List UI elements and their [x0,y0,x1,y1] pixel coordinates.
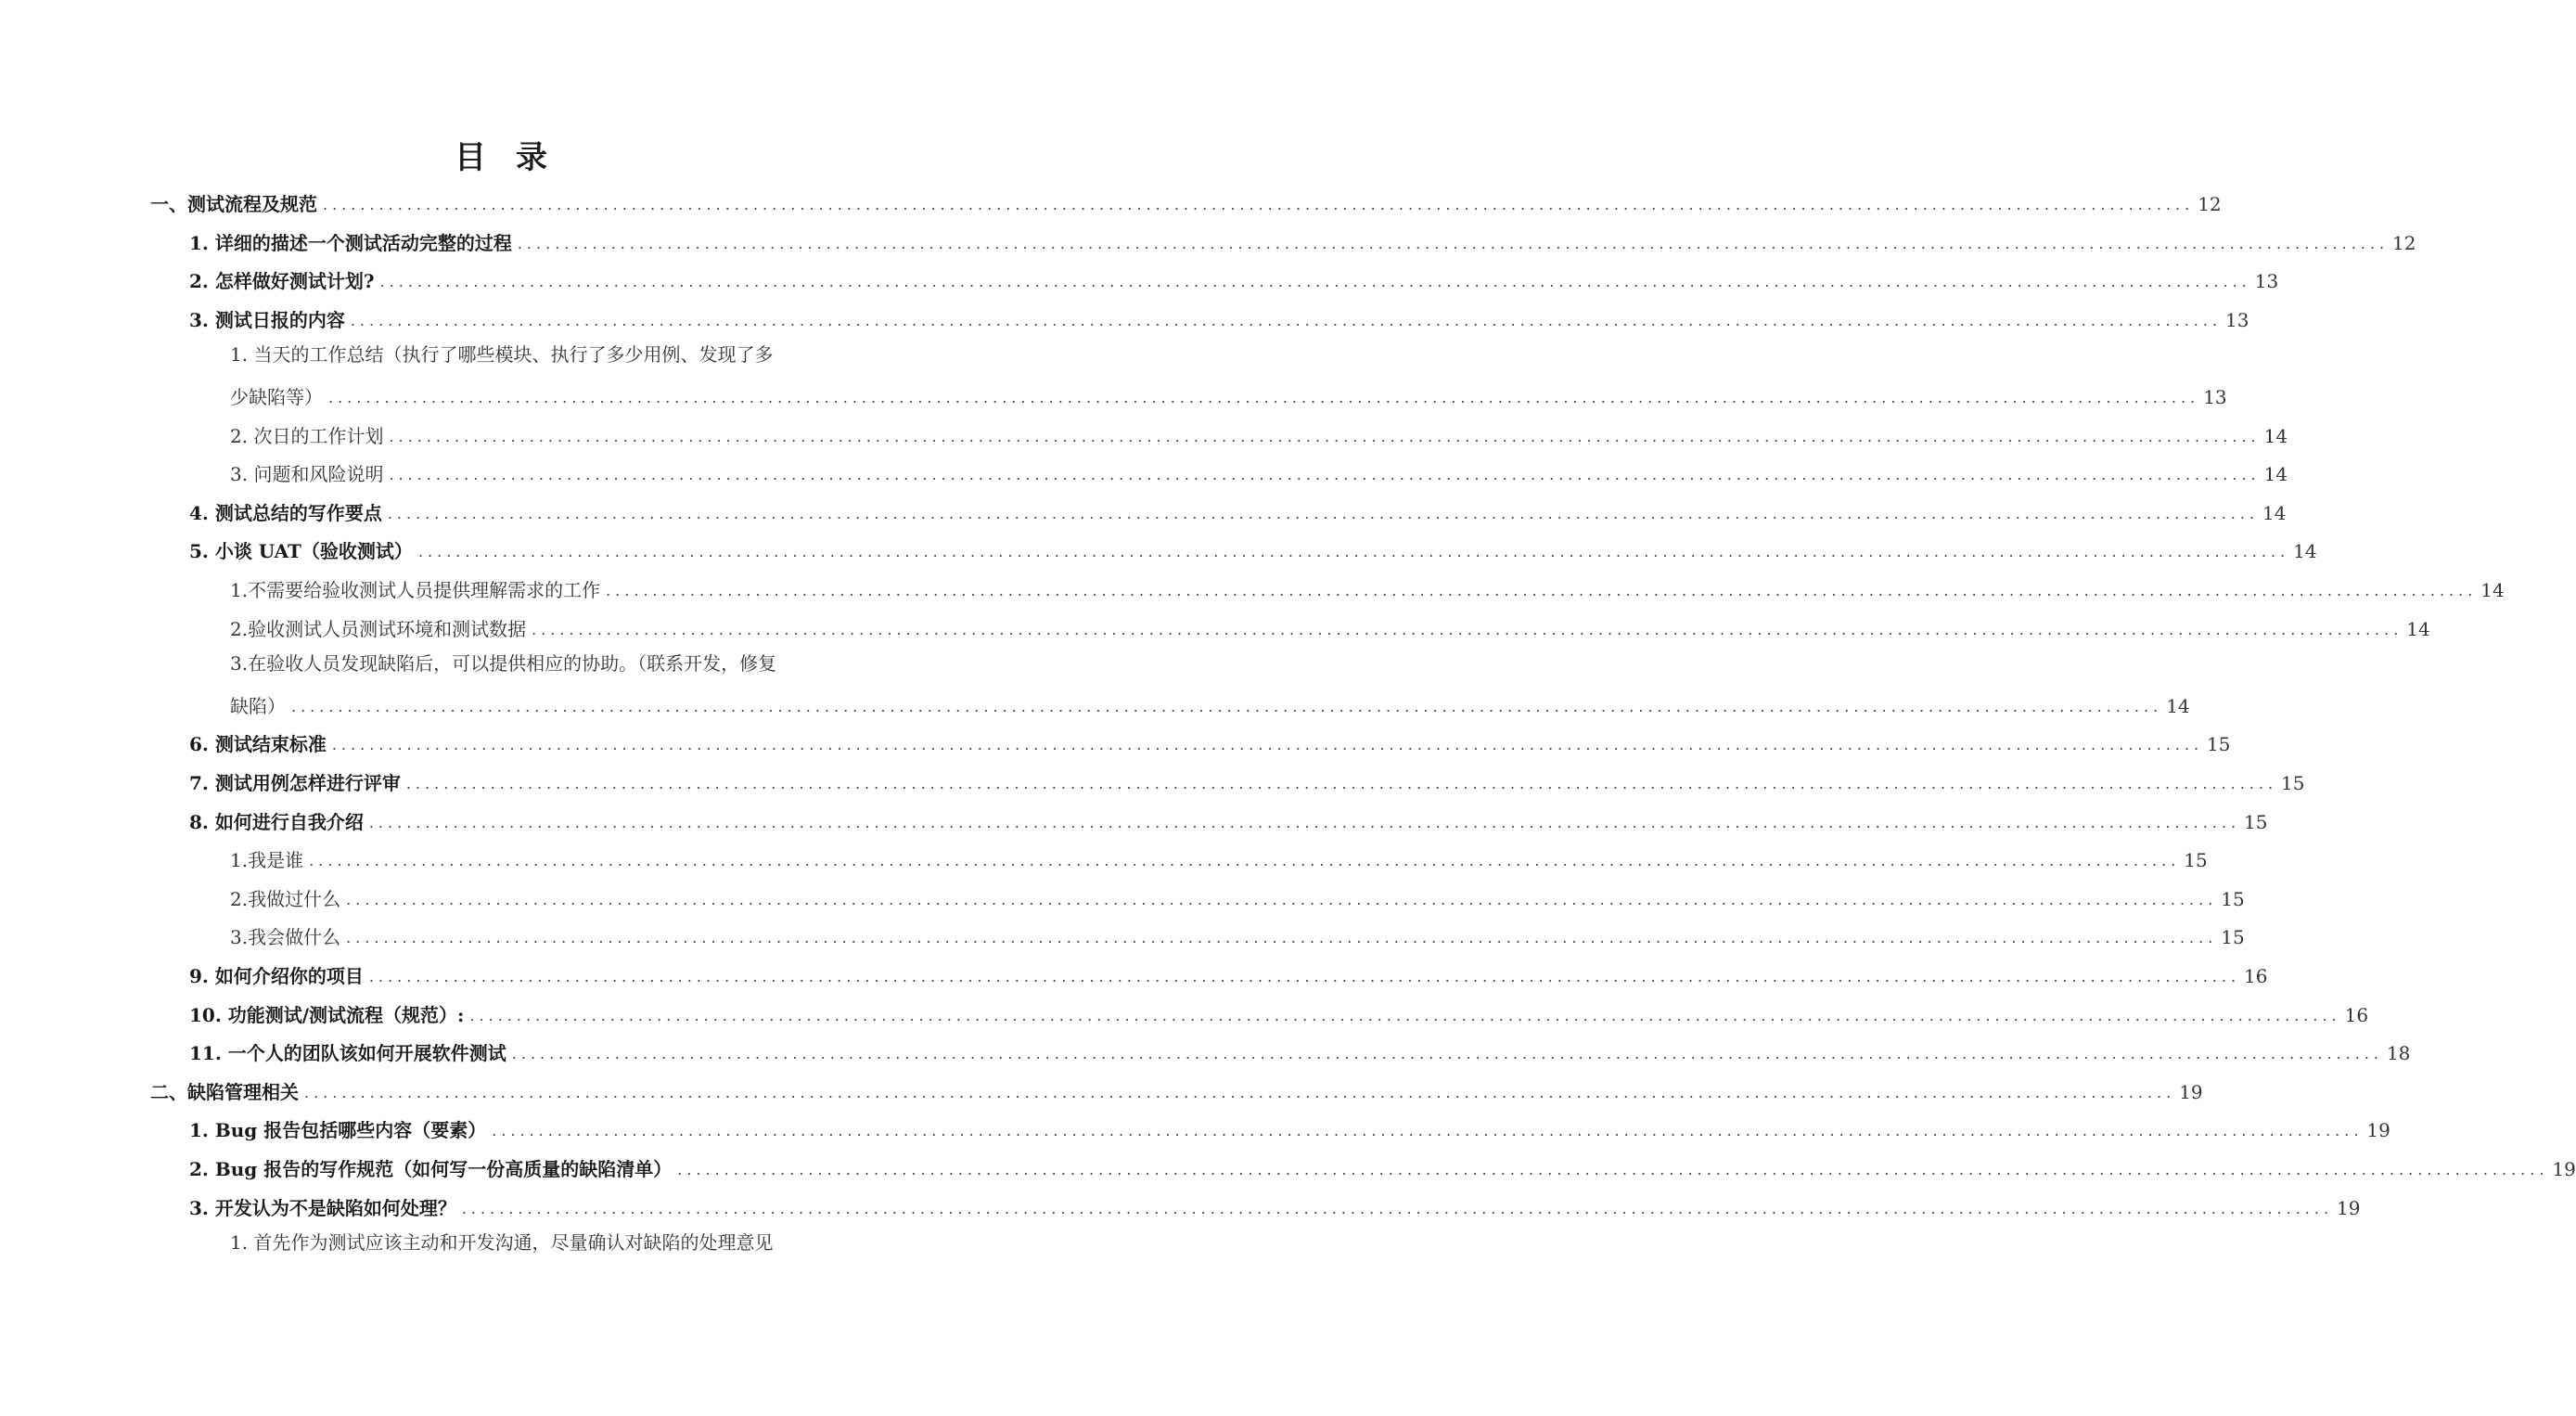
toc-entry-text: 7. 测试用例怎样进行评审 [189,772,401,794]
dot-leader: ........................................................................................................................................................................................................ [346,891,2218,908]
dot-leader: ........................................................................................................................................................................................................ [492,1122,2364,1139]
toc-entry-text: 一、测试流程及规范 [150,193,317,215]
toc-entry-text: 3.我会做什么 [230,926,341,948]
toc-page-number: 18 [2386,1042,2411,1064]
toc-entry-text: 2. 次日的工作计划 [230,425,384,447]
toc-entry-text: 2. 怎样做好测试计划? [189,270,375,292]
dot-leader: ........................................................................................................................................................................................................ [517,235,2390,252]
dot-leader: ........................................................................................................................................................................................................ [291,698,2163,715]
dot-leader: ........................................................................................................................................................................................................ [328,389,2200,406]
dot-leader: ........................................................................................................................................................................................................ [606,582,2478,599]
toc-page-number: 13 [2203,386,2227,408]
toc-entry[interactable] [230,575,2505,601]
toc-entry-text: 1.不需要给验收测试人员提供理解需求的工作 [230,579,601,601]
toc-entry-text: 1. Bug 报告包括哪些内容（要素） [189,1119,487,1141]
dot-leader: ........................................................................................................................................................................................................ [309,852,2181,869]
toc-page-number: 12 [2198,193,2222,215]
dot-leader: ........................................................................................................................................................................................................ [405,775,2278,792]
toc-page-number: 14 [2293,540,2317,562]
toc-entry[interactable] [189,768,2305,794]
toc-entry[interactable] [189,536,2317,562]
dot-leader: ........................................................................................................................................................................................................ [331,736,2204,753]
dot-leader: ........................................................................................................................................................................................................ [677,1161,2549,1178]
toc-entry-text: 2.验收测试人员测试环境和测试数据 [230,618,527,640]
toc-page-number: 19 [2337,1197,2361,1219]
dot-leader: ........................................................................................................................................................................................................ [368,968,2241,985]
toc-entry-text: 3. 测试日报的内容 [189,309,345,331]
toc-entry[interactable] [189,266,2279,292]
toc-entry[interactable] [189,498,2287,524]
toc-entry[interactable] [189,1000,2369,1026]
toc-page-number: 14 [2262,502,2287,524]
page-title: 目录 [455,139,577,176]
toc-entry[interactable] [230,421,2288,447]
toc-entry[interactable] [189,305,2249,331]
dot-leader: ........................................................................................................................................................................................................ [323,196,2195,213]
toc-page-number: 15 [2221,926,2245,948]
toc-entry-text: 6. 测试结束标准 [189,733,327,755]
toc-page-number: 15 [2207,733,2231,755]
toc-page-number: 15 [2184,849,2208,871]
toc-entry[interactable] [230,691,2190,717]
toc-entry-text: 2.我做过什么 [230,888,341,910]
toc-entry[interactable] [189,1154,2576,1180]
toc-page-number: 15 [2281,772,2305,794]
toc-entry[interactable] [230,459,2288,485]
dot-leader: ........................................................................................................................................................................................................ [346,929,2218,946]
toc-page-number: 15 [2221,888,2245,910]
toc-page-number: 19 [2366,1119,2390,1141]
toc-entry-text: 1.我是谁 [230,849,304,871]
toc-entry-text: 3. 开发认为不是缺陷如何处理？ [189,1197,456,1219]
dot-leader: ........................................................................................................................................................................................................ [389,466,2261,483]
toc-entry-text: 3.在验收人员发现缺陷后，可以提供相应的协助。（联系开发，修复 [230,652,777,675]
toc-page-number: 19 [2179,1081,2203,1103]
dot-leader: ........................................................................................................................................................................................................ [350,312,2223,329]
toc-page-number: 14 [2166,695,2190,717]
dot-leader: ........................................................................................................................................................................................................ [511,1045,2383,1062]
toc-entry-text: 1. 首先作为测试应该主动和开发沟通，尽量确认对缺陷的处理意见 [230,1231,774,1254]
toc-entry-text: 3. 问题和风险说明 [230,463,384,485]
dot-leader: ........................................................................................................................................................................................................ [368,814,2241,831]
dot-leader: ........................................................................................................................................................................................................ [461,1200,2334,1217]
dot-leader: ........................................................................................................................................................................................................ [469,1007,2341,1024]
toc-page-number: 16 [2344,1004,2369,1026]
toc-entry[interactable] [230,845,2208,871]
toc-entry-text: 8. 如何进行自我介绍 [189,811,364,833]
toc-page-number: 14 [2406,618,2430,640]
toc-entry-text: 10. 功能测试/测试流程（规范）: [189,1004,465,1026]
toc-page-number: 14 [2263,463,2288,485]
toc-entry-text: 缺陷） [230,695,286,717]
toc-entry-text: 1. 详细的描述一个测试活动完整的过程 [189,232,512,254]
toc-page-number: 19 [2552,1158,2576,1180]
toc-entry[interactable] [230,382,2227,408]
toc-entry[interactable] [189,807,2268,833]
toc-entry[interactable] [230,922,2245,948]
toc-entry-text: 2. Bug 报告的写作规范（如何写一份高质量的缺陷清单） [189,1158,673,1180]
dot-leader: ........................................................................................................................................................................................................ [532,621,2403,638]
toc-page-number: 15 [2244,811,2268,833]
toc-entry-text: 二、缺陷管理相关 [150,1081,299,1103]
toc-entry-text: 少缺陷等） [230,386,323,408]
toc-entry[interactable] [189,961,2268,987]
toc-entry-text: 9. 如何介绍你的项目 [189,965,364,987]
toc-entry-text: 11. 一个人的团队该如何开展软件测试 [189,1042,506,1064]
dot-leader: ........................................................................................................................................................................................................ [389,428,2261,445]
toc-page-number: 13 [2254,270,2279,292]
toc-page-number: 16 [2244,965,2268,987]
toc-page-number: 14 [2480,579,2505,601]
dot-leader: ........................................................................................................................................................................................................ [379,273,2251,290]
toc-entry[interactable] [189,1038,2411,1064]
toc-entry[interactable] [230,884,2245,910]
dot-leader: ........................................................................................................................................................................................................ [387,505,2260,522]
toc-entry-text: 4. 测试总结的写作要点 [189,502,382,524]
toc-entry-text: 1. 当天的工作总结（执行了哪些模块、执行了多少用例、发现了多 [230,343,774,366]
dot-leader: ........................................................................................................................................................................................................ [304,1084,2176,1101]
dot-leader: ........................................................................................................................................................................................................ [417,543,2290,560]
toc-entry[interactable] [189,729,2231,755]
toc-page-number: 13 [2225,309,2249,331]
toc-entry[interactable] [230,614,2430,640]
toc-entry-text: 5. 小谈 UAT（验收测试） [189,540,413,562]
toc-entry[interactable] [150,189,2222,215]
toc-entry[interactable] [150,1077,2203,1103]
toc-entry[interactable] [189,1115,2390,1141]
toc-entry[interactable] [189,1193,2361,1219]
toc-entry[interactable] [189,228,2416,254]
toc-page-number: 14 [2263,425,2288,447]
toc-page-number: 12 [2392,232,2416,254]
